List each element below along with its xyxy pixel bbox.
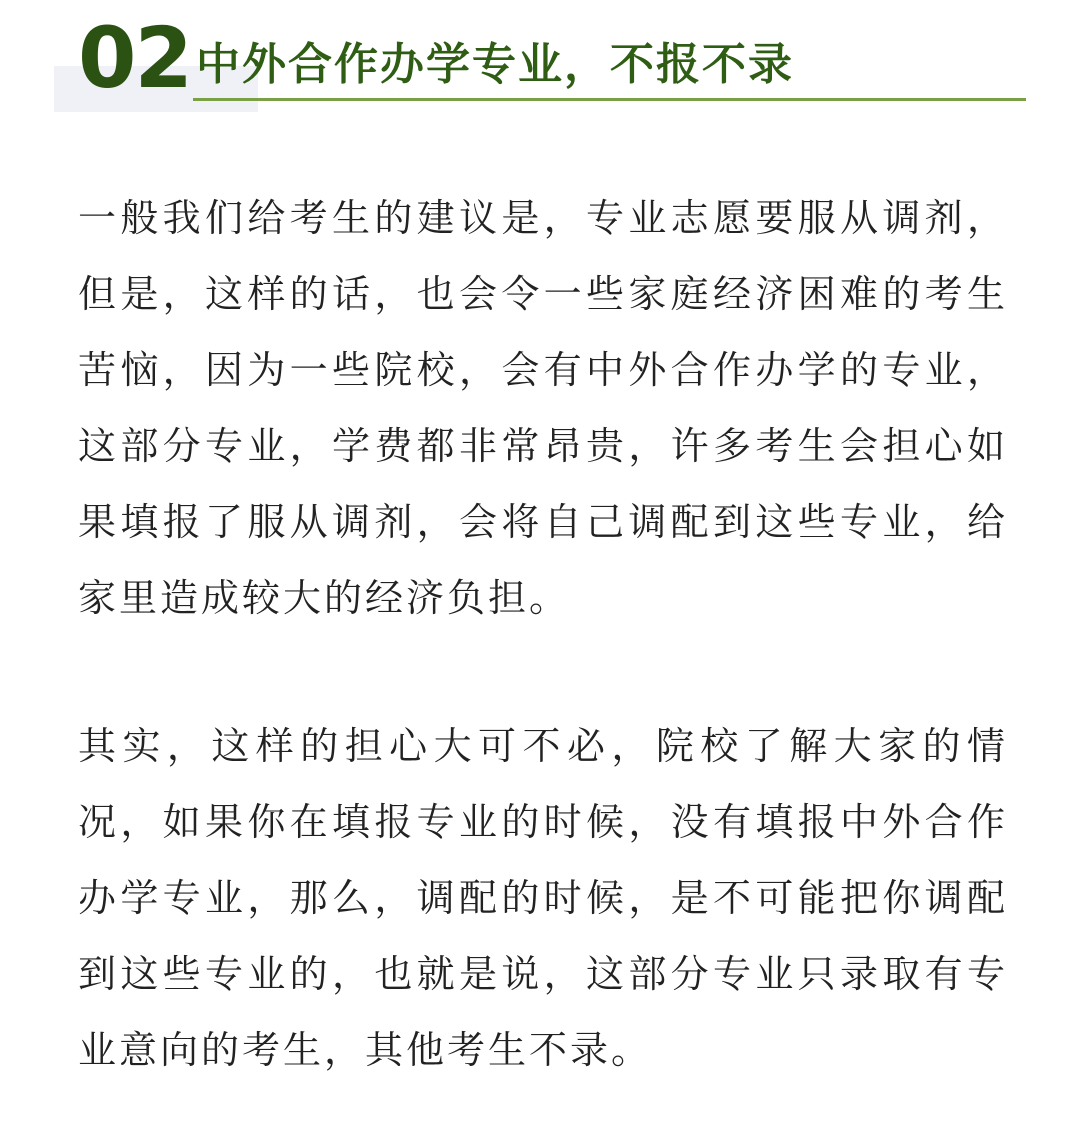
section-title: 中外合作办学专业，不报不录: [196, 39, 794, 90]
section-number: 02: [78, 9, 191, 107]
section-header: [0, 0, 1080, 120]
title-underline: [193, 98, 1026, 101]
body-paragraph-1: 一般我们给考生的建议是，专业志愿要服从调剂，但是，这样的话，也会令一些家庭经济困难的考生苦恼，因为一些院校，会有中外合作办学的专业，这部分专业，学费都非常昂贵，许多考生会担心如果填报了服从调剂，会将自己调配到这些专业，给家里造成较大的经济负担。: [78, 196, 1008, 620]
body-paragraph-2: 其实，这样的担心大可不必，院校了解大家的情况，如果你在填报专业的时候，没有填报中外合作办学专业，那么，调配的时候，是不可能把你调配到这些专业的，也就是说，这部分专业只录取有专业意向的考生，其他考生不录。: [78, 724, 1008, 1072]
